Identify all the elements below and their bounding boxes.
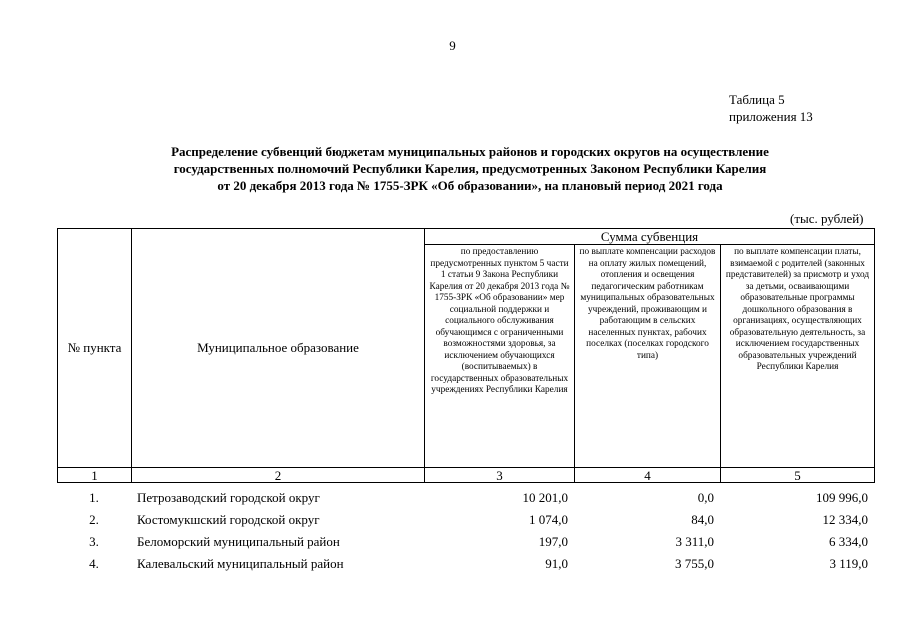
- row-number: 1.: [89, 490, 99, 505]
- header-col3: по предоставлению предусмотренных пунктом 5 части 1 статьи 9 Закона Республики Карелия от 20 декабря 2013 года № 1755-ЗРК «Об образовании» мер социальной поддержки и социального обслуживания обучающимся с ограниченными возможностями здоровья, за исключением обучающихся (воспитываемых) в государственных образовательных учреждениях Республики Карелия: [425, 245, 575, 468]
- row-value-col4: 84,0: [691, 512, 714, 527]
- table-row: [57, 531, 874, 553]
- column-index: 4: [575, 468, 721, 483]
- row-value-col5: 109 996,0: [816, 490, 868, 505]
- row-number: 3.: [89, 534, 99, 549]
- units-label: (тыс. рублей): [790, 211, 864, 226]
- row-value-col4: 0,0: [697, 490, 714, 505]
- row-municipality: Беломорский муниципальный район: [137, 534, 340, 549]
- column-index-row: [58, 468, 875, 483]
- table-row: [57, 509, 874, 531]
- row-value-col3: 10 201,0: [522, 490, 568, 505]
- header-municipality: Муниципальное образование: [132, 229, 425, 468]
- row-value-col3: 1 074,0: [529, 512, 568, 527]
- row-number: 2.: [89, 512, 99, 527]
- row-number: 4.: [89, 556, 99, 571]
- row-value-col5: 3 119,0: [829, 556, 868, 571]
- title-line1: Распределение субвенций бюджетам муниципальных районов и городских округов на осуществление: [171, 144, 769, 159]
- subvention-table-body: [57, 487, 874, 575]
- header-subvention-sum: Сумма субвенция: [425, 229, 875, 245]
- header-col5: по выплате компенсации платы, взимаемой с родителей (законных представителей) за присмотр и уход за детьми, осваивающими образовательные программы дошкольного образования в организациях, осуществляющих образовательную деятельность, за исключением государственных образовательных учреждений Республики Карелия: [721, 245, 875, 468]
- row-municipality: Калевальский муниципальный район: [137, 556, 344, 571]
- table-row: [57, 487, 874, 509]
- row-value-col4: 3 311,0: [675, 534, 714, 549]
- column-index: 2: [132, 468, 425, 483]
- row-municipality: Петрозаводский городской округ: [137, 490, 320, 505]
- column-index: 1: [58, 468, 132, 483]
- row-value-col5: 12 334,0: [822, 512, 868, 527]
- table-ref-line1: Таблица 5: [729, 92, 785, 107]
- document-title: [60, 143, 880, 194]
- header-col4: по выплате компенсации расходов на оплату жилых помещений, отопления и освещения педагогическим работникам муниципальных образовательных учреждений, проживающим и работающим в сельских населенных пунктах, рабочих поселках (поселках городского типа): [575, 245, 721, 468]
- table-reference: [729, 91, 813, 125]
- page-number: 9: [449, 38, 456, 53]
- row-municipality: Костомукшский городской округ: [137, 512, 320, 527]
- row-value-col3: 197,0: [538, 534, 568, 549]
- subvention-table-header: [57, 228, 875, 483]
- table-ref-line2: приложения 13: [729, 109, 813, 124]
- column-index: 3: [425, 468, 575, 483]
- column-index: 5: [721, 468, 875, 483]
- row-value-col3: 91,0: [545, 556, 568, 571]
- header-number: № пункта: [58, 229, 132, 468]
- row-value-col5: 6 334,0: [829, 534, 868, 549]
- title-line2: государственных полномочий Республики Карелия, предусмотренных Законом Республики Карелия: [173, 161, 767, 176]
- title-line3: от 20 декабря 2013 года № 1755-ЗРК «Об образовании», на плановый период 2021 года: [217, 178, 723, 193]
- row-value-col4: 3 755,0: [675, 556, 714, 571]
- table-row: [57, 553, 874, 575]
